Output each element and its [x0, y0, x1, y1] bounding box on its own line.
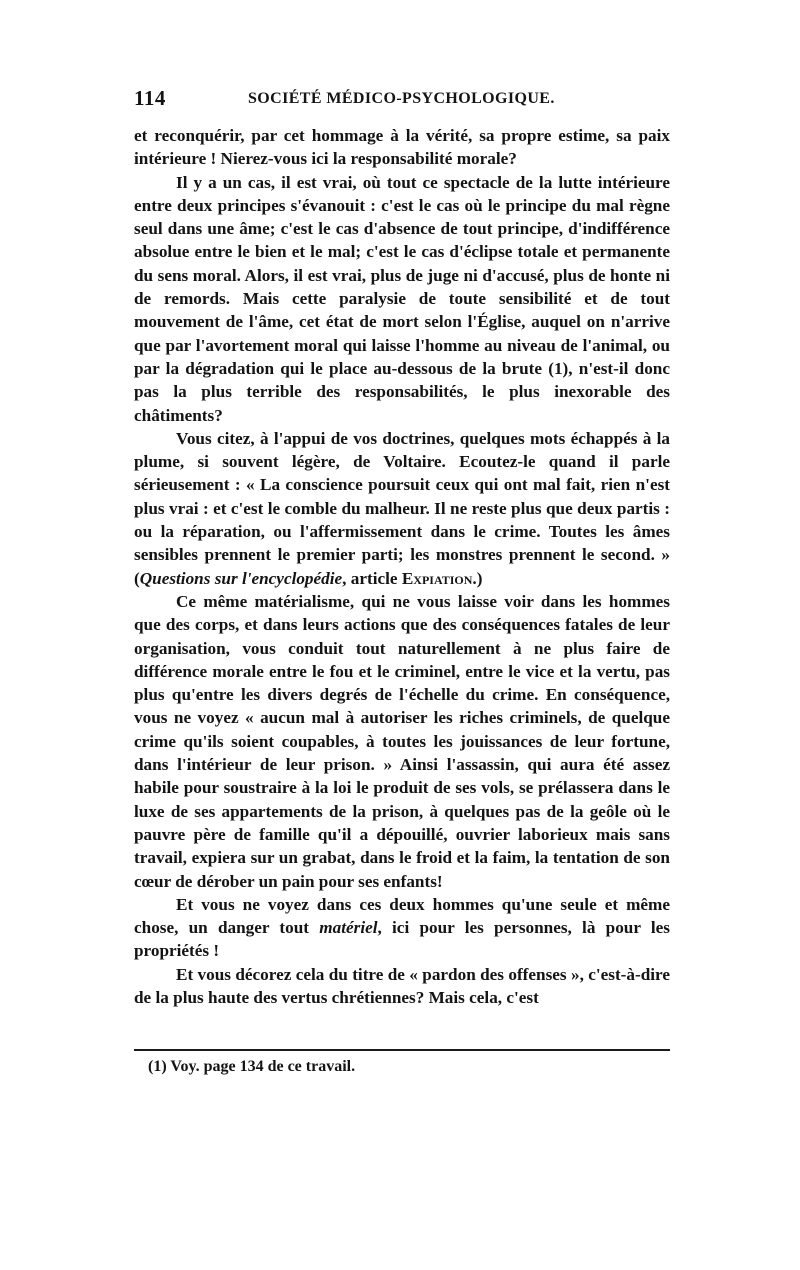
paragraph-6: Et vous décorez cela du titre de « pardon des offenses », c'est-à-dire de la plus haute des vertus chrétiennes? Mais cela, c'est: [134, 964, 670, 1007]
body-text: [134, 124, 670, 1009]
footnote: (1) Voy. page 134 de ce travail.: [148, 1058, 356, 1075]
running-head: SOCIÉTÉ MÉDICO-PSYCHOLOGIQUE.: [248, 90, 555, 107]
paragraph-4: Ce même matérialisme, qui ne vous laisse voir dans les hommes que des corps, et dans leurs actions que des conséquences fatales de leur organisation, vous conduit tout naturellement à ne plus faire de différence morale entre le fou et le criminel, entre le vice et la vertu, pas plus qu'entre les divers degrés de l'échelle du crime. En conséquence, vous ne voyez « aucun mal à autoriser les riches criminels, de quelque crime qu'ils soient coupables, à toutes les jouissances de leur fortune, dans l'intérieur de leur prison. » Ainsi l'assassin, qui aura été assez habile pour soustraire à la loi le produit de ses vols, se prélassera dans le luxe de ses appartements de la prison, à quelques pas de la geôle où le pauvre père de famille qu'il a dépouillé, ouvrier laborieux mais sans travail, expiera sur un grabat, dans le froid et la faim, la tentation de son cœur de dérober un pain pour ses enfants!: [134, 591, 670, 891]
paragraph-3-text-after: , article: [342, 568, 402, 588]
paragraph-5-emphasis: matériel: [319, 918, 378, 938]
paragraph-5: [134, 893, 670, 963]
paragraph-3-title: Questions sur l'encyclopédie: [139, 568, 343, 588]
paragraph-3-article: Expiation: [401, 568, 473, 588]
paragraph-1: et reconquérir, par cet hommage à la vérité, sa propre estime, sa paix intérieure ! Nierez-vous ici la responsabilité morale?: [134, 126, 670, 169]
page-header: [134, 86, 674, 116]
paragraph-2: Il y a un cas, il est vrai, où tout ce spectacle de la lutte intérieure entre deux principes s'évanouit : c'est le cas où le principe du mal règne seul dans une âme; c'est le cas d'absence de tout principe, d'indifférence absolue entre le bien et le mal; c'est le cas d'éclipse totale et permanente du sens moral. Alors, il est vrai, plus de juge ni d'accusé, plus de honte ni de remords. Mais cette paralysie de toute sensibilité et de tout mouvement de l'âme, cet état de mort selon l'Église, auquel on n'arrive que par l'avortement moral qui laisse l'homme au niveau de l'animal, ou par la dégradation qui le place au-dessous de la brute (1), n'est-il donc pas la plus terrible des responsabilités, le plus inexorable des châtiments?: [134, 172, 670, 425]
footnote-divider: [134, 1049, 670, 1051]
paragraph-5-text-after: , ici pour les personnes, là pour les propriétés !: [134, 918, 670, 961]
paragraph-5-text: Et vous ne voyez dans ces deux hommes qu'une seule et même chose, un danger tout: [134, 894, 670, 938]
paragraph-3: [134, 427, 670, 590]
paragraph-3-end: .): [472, 568, 483, 588]
paragraph-3-text: Vous citez, à l'appui de vos doctrines, quelques mots échappés à la plume, si souvent légère, de Voltaire. Ecoutez-le quand il parle sérieusement : « La conscience poursuit ceux qui ont mal fait, rien n'est plus vrai : et c'est le comble du malheur. Il ne reste plus que deux partis : ou la réparation, ou l'affermissement dans le crime. Toutes les âmes sensibles prennent le premier parti; les monstres prennent le second. » (: [134, 428, 670, 588]
page-number: 114: [134, 86, 166, 110]
